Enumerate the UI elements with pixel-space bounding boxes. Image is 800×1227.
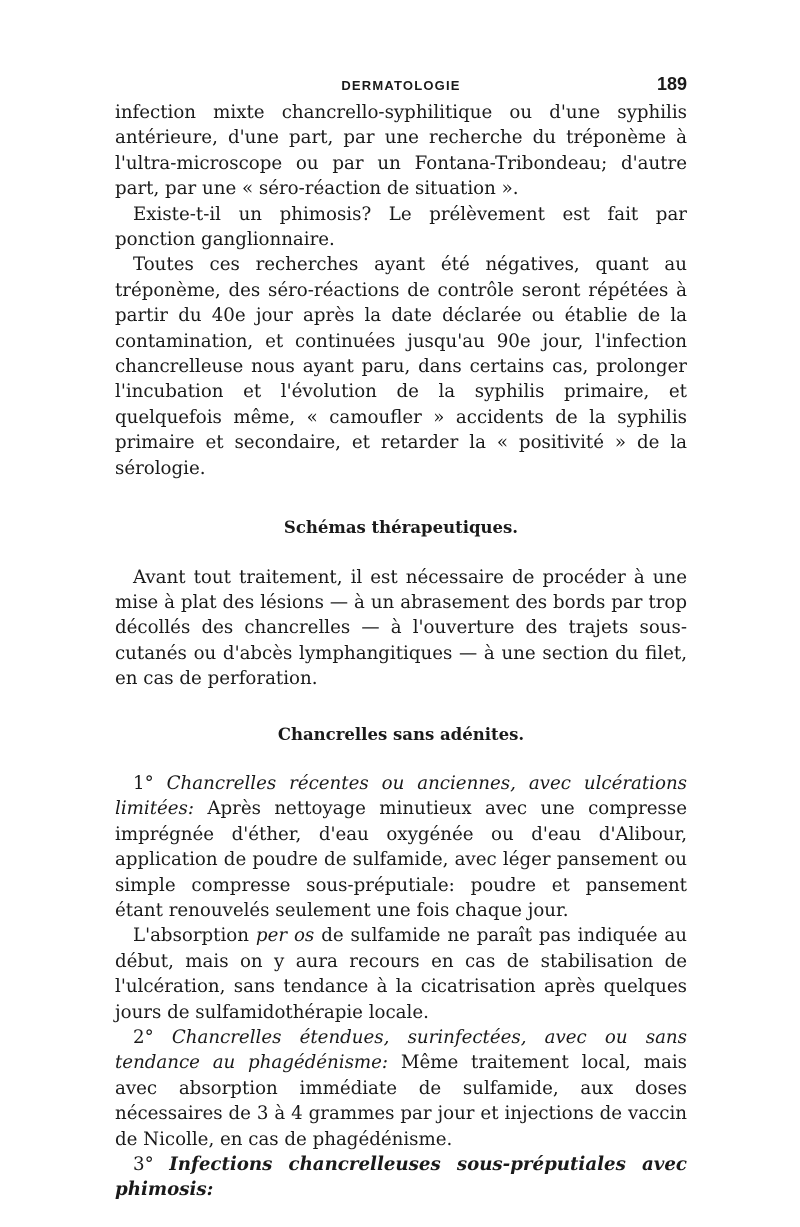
list-item-3 [115,1152,687,1203]
running-title: DERMATOLOGIE [341,78,461,93]
item-2-title: Chancrelles étendues, surinfectées, avec ou sans tendance au phagédénisme: [115,1027,687,1074]
heading-chancrelles-sans-adenites: Chancrelles sans adénites. [277,724,525,744]
paragraph-recherches: Toutes ces recherches ayant été négatives, quant au tréponème, des séro-réactions de contrôle seront répétées à partir du 40e jour après la date déclarée ou établie de la contamination, et continuées jusqu'au 90e jour, l'infection chancrelleuse nous ayant paru, dans certains cas, prolonger l'incubation et l'évolution de la syphilis primaire, et quelquefois même, « camoufler » accidents de la syphilis primaire et secondaire, et retarder la « positivité » de la sérologie. [115,254,687,479]
list-item-1 [115,771,687,923]
list-item-2 [115,1025,687,1152]
item-1-number: 1° [133,772,154,794]
absorption-rest: de sulfamide ne paraît pas indiquée au début, mais on y aura recours en cas de stabilisation de l'ulcération, sans tendance à la cicatrisation après quelques jours de sulfamidothérapie locale. [115,925,687,1023]
item-3-title: Infections chancrelleuses sous-préputiales avec phimosis: [115,1154,687,1201]
paragraph-absorption [115,923,687,1025]
item-1-text: Après nettoyage minutieux avec une compresse imprégnée d'éther, d'eau oxygénée ou d'eau d'Alibour, application de poudre de sulfamide, avec léger pansement ou simple compresse sous-préputiale: poudre et pansement étant renouvelés seulement une fois chaque jour. [115,798,687,921]
page-number: 189 [656,74,687,94]
absorption-lead: L'absorption [133,925,249,947]
paragraph-phimosis: Existe-t-il un phimosis? Le prélèvement est fait par ponction ganglionnaire. [115,203,687,251]
paragraph-infection: infection mixte chancrello-syphilitique ou d'une syphilis antérieure, d'une part, par une recherche du tréponème à l'ultra-microscope ou par un Fontana-Tribondeau; d'autre part, par une « séro-réaction de situation ». [115,102,687,200]
page-header [115,70,687,100]
item-2-number: 2° [133,1027,154,1048]
item-1-title: Chancrelles récentes ou anciennes, avec ulcérations limitées: [115,772,687,820]
body-text [115,100,687,1203]
absorption-per-os: per os [255,925,315,947]
book-page [115,70,687,1203]
item-2-text: Même traitement local, mais avec absorption immédiate de sulfamide, aux doses nécessaires de 3 à 4 grammes par jour et injections de vaccin de Nicolle, en cas de phagédénisme. [115,1052,687,1150]
item-3-number: 3° [133,1154,154,1176]
heading-schemas-therapeutiques: Schémas thérapeutiques. [283,518,519,538]
paragraph-avant-traitement: Avant tout traitement, il est nécessaire de procéder à une mise à plat des lésions — à un abrasement des bords par trop décollés des chancrelles — à l'ouverture des trajets sous-cutanés ou d'abcès lymphangitiques — à une section du filet, en cas de perforation. [115,566,687,690]
